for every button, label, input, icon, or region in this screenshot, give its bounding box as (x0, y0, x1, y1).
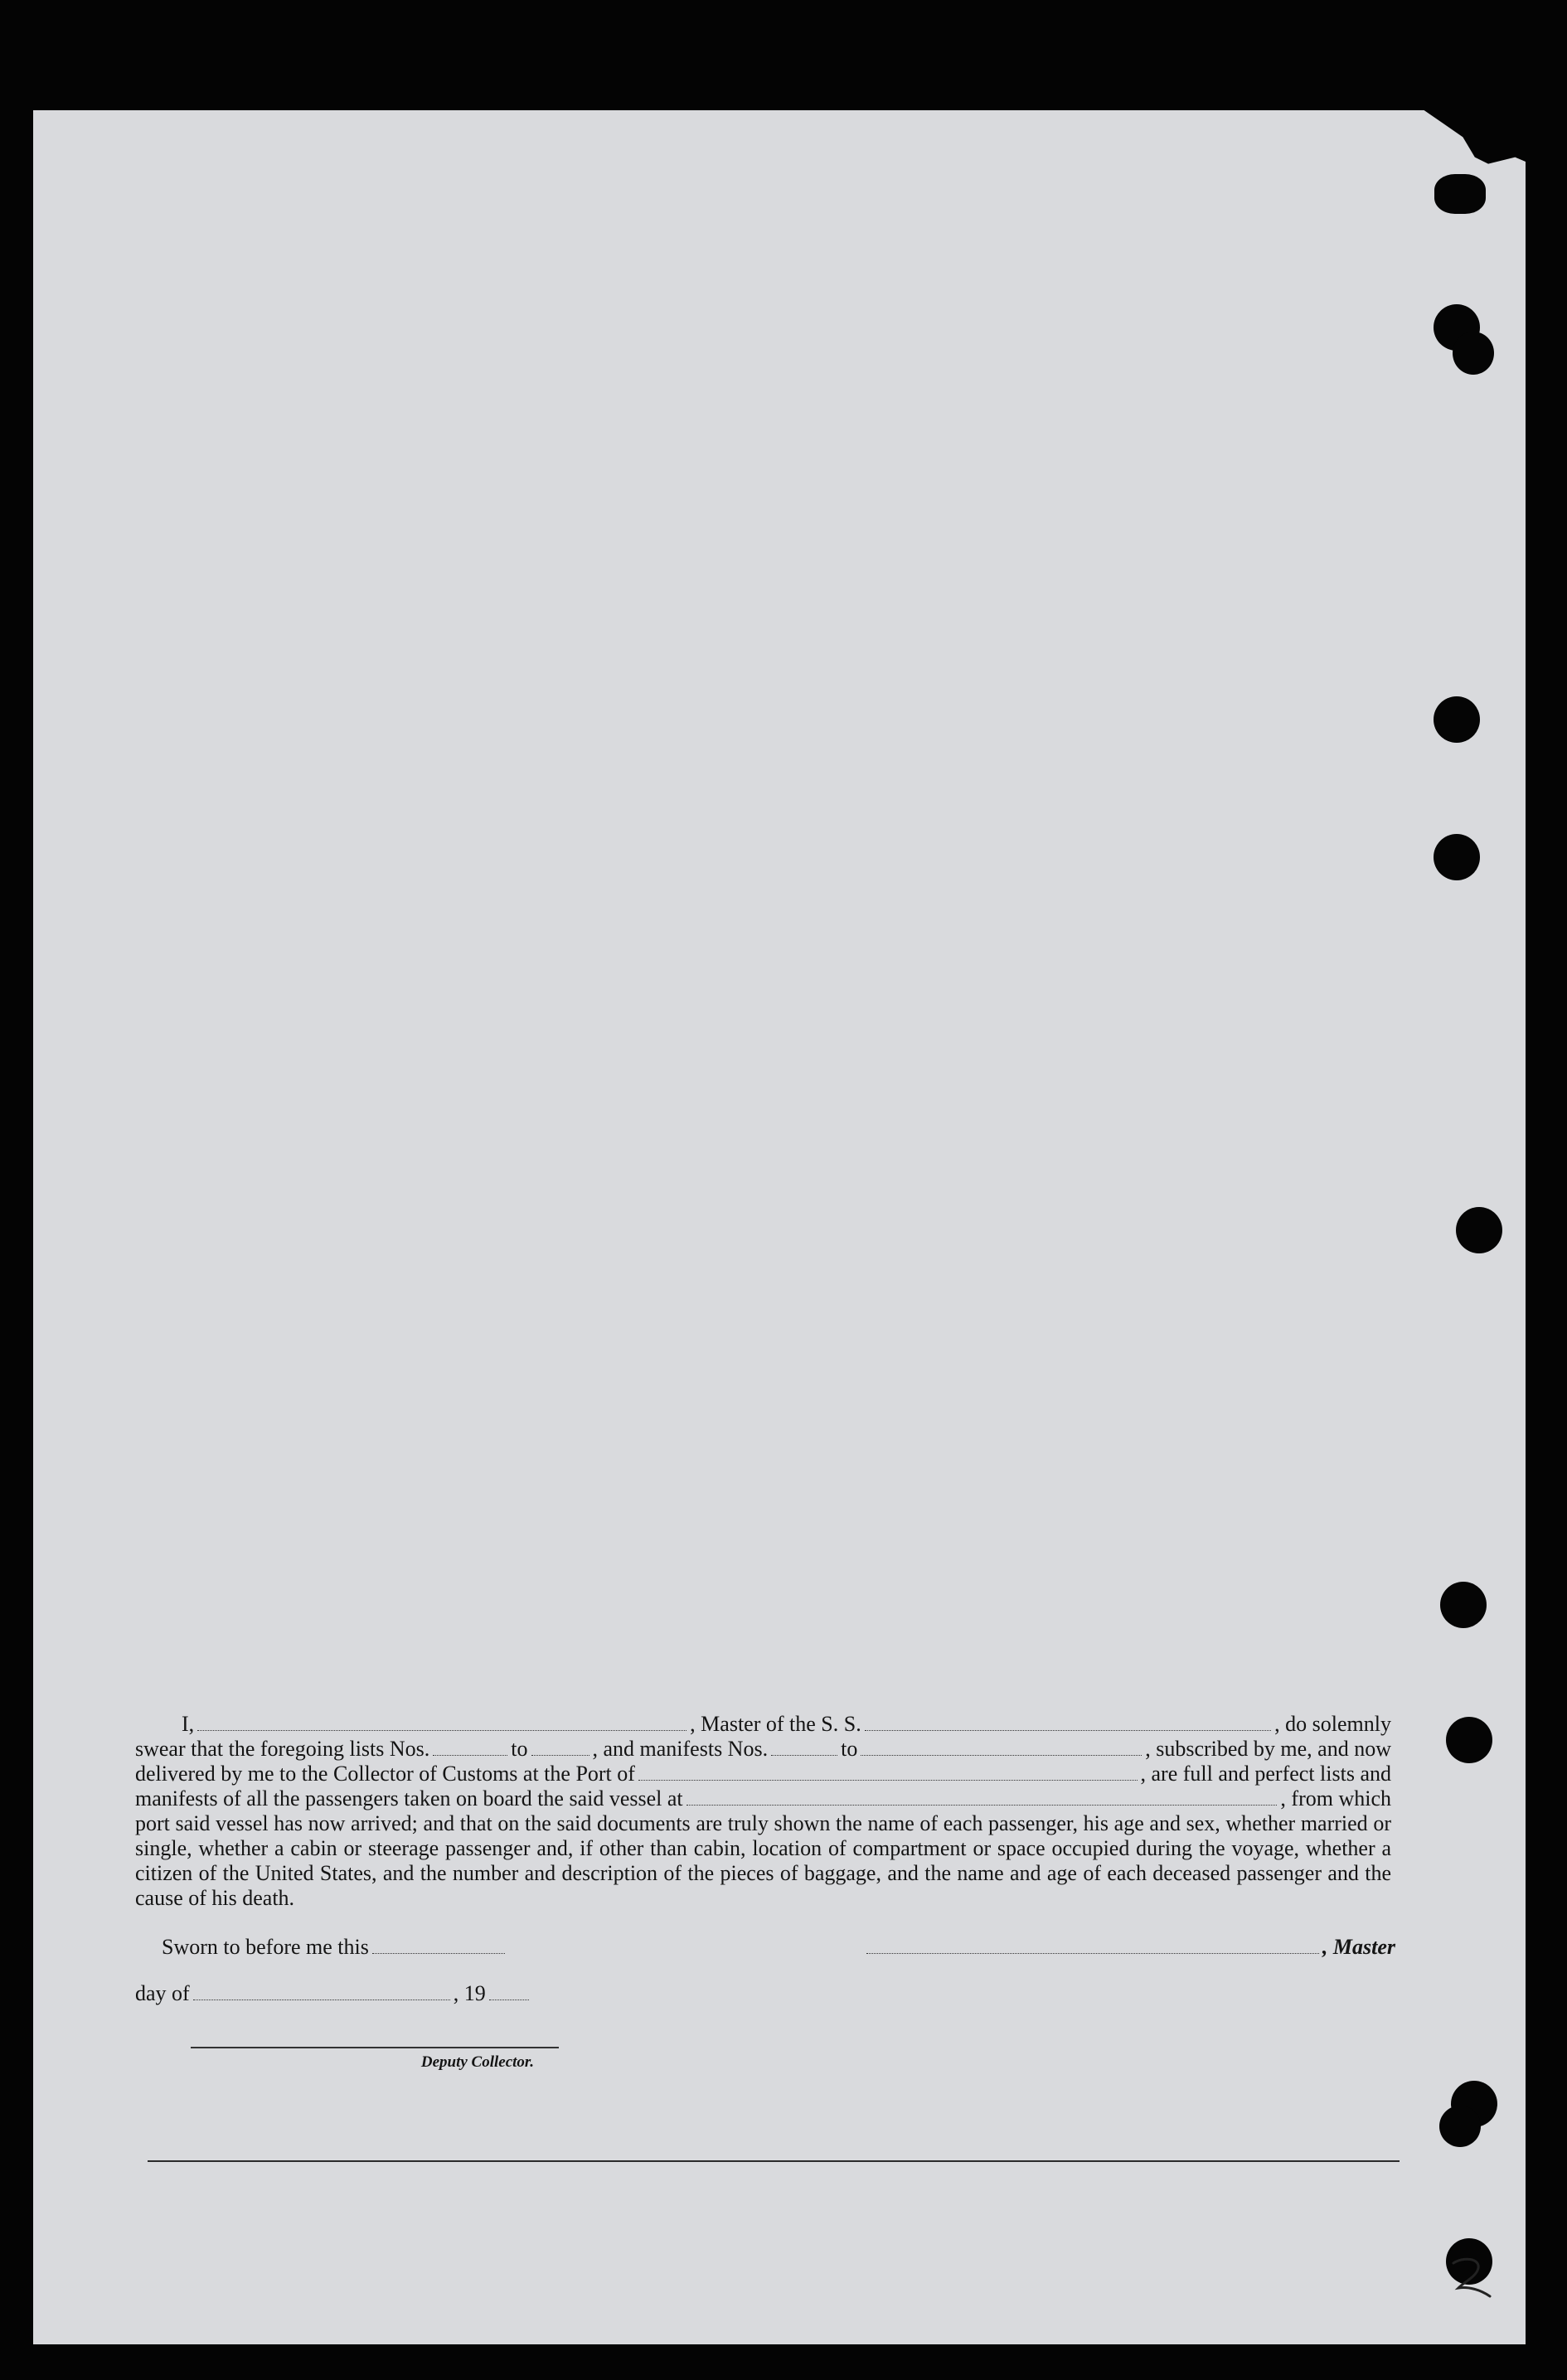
punch-hole-4 (1456, 1207, 1502, 1253)
port-blank (638, 1765, 1138, 1781)
oath-text: , subscribed by me, and now (1145, 1737, 1391, 1761)
deputy-collector-label: Deputy Collector. (420, 2053, 534, 2071)
oath-text: delivered by me to the Collector of Customs at the Port of (135, 1762, 635, 1786)
oath-text: manifests of all the passengers taken on board the said vessel at (135, 1786, 683, 1810)
list-from-blank (433, 1740, 507, 1756)
master-oath-paragraph (135, 1712, 1391, 1911)
deputy-signature-line (191, 2047, 559, 2048)
month-blank (193, 1985, 450, 2000)
oath-line-1 (135, 1712, 1391, 1737)
punch-hole-7b (1439, 2106, 1481, 2147)
punch-hole-6 (1446, 1717, 1492, 1763)
handwritten-mark (1447, 2253, 1505, 2303)
punch-hole-1b (1453, 332, 1494, 375)
oath-text: , do solemnly (1274, 1712, 1391, 1736)
sworn-row (135, 1935, 1395, 1963)
oath-text: to (511, 1737, 528, 1761)
bottom-rule (148, 2160, 1400, 2162)
day-row (135, 1981, 532, 2006)
oath-body: port said vessel has now arrived; and that on the said documents are truly shown the name of each passenger, his age and sex, whether married or single, whether a cabin or steerage passenger and, if other than cabin, location of compartment or space occupied during the voyage, whether a citizen of the United States, and the number and description of the pieces of baggage, and the name and age of each deceased passenger and the cause of his death. (135, 1811, 1391, 1910)
oath-line-2 (135, 1737, 1391, 1762)
sworn-statement (162, 1935, 508, 1960)
sworn-label: Sworn to before me this (162, 1935, 369, 1959)
master-signature-blank (866, 1938, 1319, 1954)
oath-text: , are full and perfect lists and (1140, 1762, 1391, 1786)
day-label: day of (135, 1981, 190, 2005)
year-blank (489, 1985, 529, 2000)
departure-port-blank (686, 1790, 1278, 1806)
oath-line-4 (135, 1786, 1391, 1811)
master-signature (863, 1935, 1395, 1960)
oath-text: , from which (1280, 1786, 1391, 1810)
master-name-blank (197, 1715, 686, 1731)
oath-text: , and manifests Nos. (592, 1737, 769, 1761)
sworn-date-blank (372, 1938, 505, 1954)
master-label: , Master (1322, 1935, 1395, 1959)
list-to-blank (531, 1740, 589, 1756)
manifest-sheet (33, 110, 1526, 2344)
year-prefix: , 19 (453, 1981, 486, 2005)
manifest-to-blank (861, 1740, 1142, 1756)
oath-text: to (841, 1737, 858, 1761)
oath-text: swear that the foregoing lists Nos. (135, 1737, 430, 1761)
ship-name-blank (865, 1715, 1271, 1731)
oath-line-3 (135, 1762, 1391, 1786)
oath-text: I, (182, 1712, 195, 1736)
punch-hole-3 (1434, 834, 1480, 880)
oath-text: , Master of the S. S. (690, 1712, 861, 1736)
manifest-from-blank (771, 1740, 837, 1756)
punch-hole-2 (1434, 696, 1480, 743)
punch-hole-top-corner (1434, 174, 1486, 214)
punch-hole-5 (1440, 1582, 1487, 1628)
